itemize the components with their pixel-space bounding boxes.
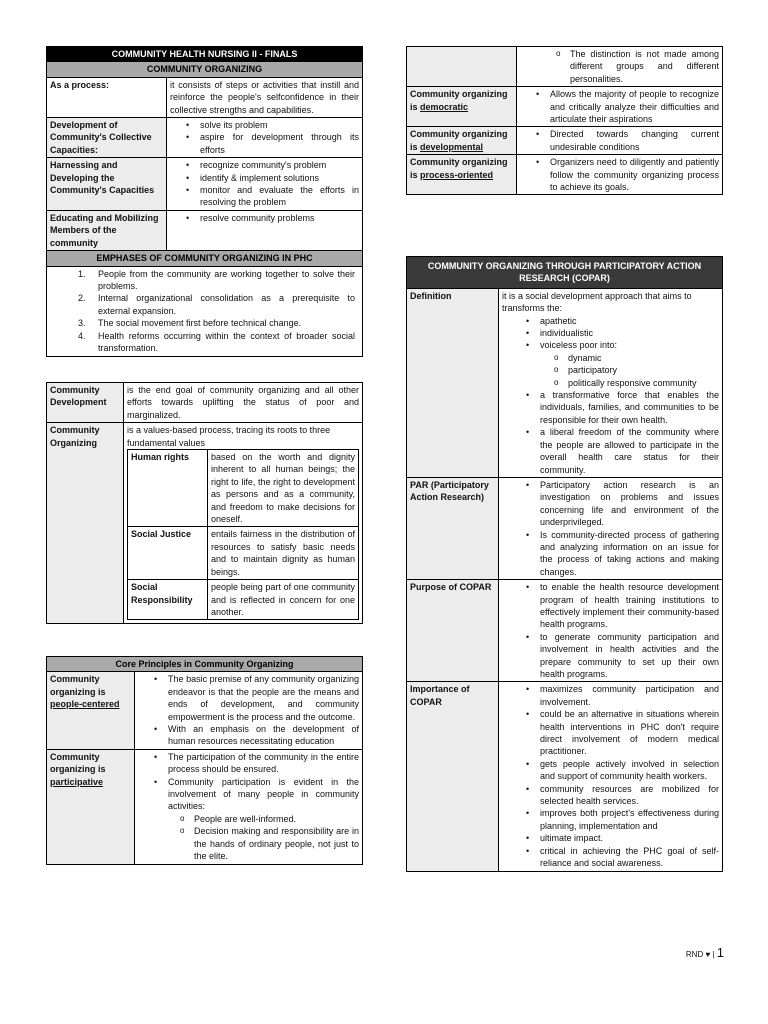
page-number: 1 — [716, 945, 724, 960]
value-label: Social Justice — [128, 527, 208, 580]
table-row — [407, 580, 723, 682]
row-label: Development of Community's Collective Capacities: — [47, 118, 167, 158]
row-label: Community organizing is people-centered — [47, 672, 135, 749]
list-item: • ultimate impact. — [510, 832, 719, 844]
table-row — [47, 672, 363, 749]
definition-intro: it is a social development approach that aims to transforms the: — [502, 290, 692, 314]
table-row — [47, 118, 363, 158]
value-text: people being part of one community and is reflected in concern for one another. — [208, 580, 359, 620]
row-label: Community organizing is process-oriented — [407, 155, 517, 195]
table-row — [47, 383, 363, 423]
row-text: is the end goal of community organizing and all other efforts towards uplifting the status of poor and marginalized. — [124, 383, 363, 423]
section-title: COMMUNITY ORGANIZING — [47, 62, 363, 77]
list-item: • gets people actively involved in selection and support of community health workers. — [510, 758, 719, 783]
table-row — [407, 682, 723, 871]
table-row — [407, 477, 723, 579]
list-item: • critical in achieving the PHC goal of self-reliance and social awareness. — [510, 845, 719, 870]
list-item: • improves both project's effectiveness during planning, implementation and — [510, 807, 719, 832]
list-item: • Directed towards changing current undesirable conditions — [520, 128, 719, 153]
list-item: • Organizers need to diligently and patiently follow the community organizing process to achieve its goals. — [520, 156, 719, 193]
list-item: • to generate community participation and involvement in health activities and the prepare community to set up their own health programs. — [510, 631, 719, 681]
community-development-table — [46, 382, 363, 624]
list-item: 3. The social movement first before technical change. — [78, 318, 302, 329]
row-label: Harnessing and Developing the Community's Capacities — [47, 158, 167, 211]
list-item: • could be an alternative in situations wherein health interventions in PHC don't require direct involvement of modern medical practitioner. — [510, 708, 719, 758]
row-label: Community organizing is developmental — [407, 127, 517, 155]
value-text: based on the worth and dignity inherent to all human beings; the right to life, the right to development as persons and as a community, and freedom to make decisions for oneself. — [208, 450, 359, 527]
row-label: As a process: — [47, 77, 167, 117]
row-label: Importance of COPAR — [407, 682, 499, 871]
value-label: Social Responsibility — [128, 580, 208, 620]
core-principles-table — [46, 656, 363, 865]
list-item: • maximizes community participation and involvement. — [510, 683, 719, 708]
sub-list-item: o The distinction is not made among different groups and different personalities. — [542, 48, 719, 85]
table-row — [47, 210, 363, 250]
row-label: Community Development — [47, 383, 124, 423]
list-item: • With an emphasis on the development of human resources necessitating education — [138, 723, 359, 748]
list-item: • solve its problem — [170, 119, 359, 131]
table-row — [407, 87, 723, 127]
list-item: • recognize community's problem — [170, 159, 359, 171]
list-item: 1. People from the community are working together to solve their problems. — [78, 268, 356, 291]
list-item: • The basic premise of any community organizing endeavor is that the people are the means and ends of development, and community empowerment is the process and the outcome. — [138, 673, 359, 723]
table-row — [47, 158, 363, 211]
list-item: • The participation of the community in the entire process should be ensured. — [138, 751, 359, 776]
sub-list-item: o participatory — [540, 364, 719, 376]
value-label: Human rights — [128, 450, 208, 527]
list-item: • to enable the health resource development program of health training institutions to effectively implement their community-based health programs. — [510, 581, 719, 631]
sub-list-item: o People are well-informed. — [166, 813, 359, 825]
document-title: COMMUNITY HEALTH NURSING II - FINALS — [47, 47, 363, 62]
sub-list-item: o politically responsive community — [540, 377, 719, 389]
list-item: • aspire for development through its efforts — [170, 131, 359, 156]
page-footer: RND ♥ | 1 — [685, 945, 724, 960]
community-organizing-table — [46, 46, 363, 357]
table-row — [128, 450, 359, 527]
list-item: • Community participation is evident in the involvement of many people in community activities: o People are well-informed. o Decision making and responsibility are in the hands of ordinary people, not just to the elite. — [138, 776, 359, 863]
list-item: • monitor and evaluate the efforts in resolving the problem — [170, 184, 359, 209]
list-item: • Participatory action research is an investigation on problems and issues concerning life and environment of the underprivileged. — [510, 479, 719, 529]
list-item: • Is community-directed process of gathering and analyzing information on an issue for the process of taking actions and making changes. — [510, 529, 719, 579]
footer-initials: RND — [685, 950, 704, 959]
list-item: • a liberal freedom of the community where the people are allowed to participate in the overall health care status for their community. — [510, 426, 719, 476]
row-text: is a values-based process, tracing its roots to three fundamental values — [127, 425, 331, 448]
table-row — [128, 527, 359, 580]
row-text: it consists of steps or activities that instill and reinforce the people's selfconfidence in their collective strengths and capabilities. — [167, 77, 363, 117]
table-row — [47, 77, 363, 117]
list-item: 4. Health reforms occurring within the context of broader social transformation. — [78, 330, 356, 353]
table-row — [407, 127, 723, 155]
heart-icon: ♥ — [705, 950, 711, 959]
table-row — [128, 580, 359, 620]
table-row — [407, 155, 723, 195]
row-label: Educating and Mobilizing Members of the community — [47, 210, 167, 250]
row-label: PAR (Participatory Action Research) — [407, 477, 499, 579]
list-item: • Allows the majority of people to recognize and critically analyze their difficulties and articulate their aspirations — [520, 88, 719, 125]
row-label: Definition — [407, 288, 499, 477]
row-label: Community organizing is participative — [47, 749, 135, 864]
list-item: • apathetic — [510, 315, 719, 327]
list-item: • a transformative force that enables the individuals, families, and communities to be responsible for their own health. — [510, 389, 719, 426]
table-row — [407, 288, 723, 477]
principles-title: Core Principles in Community Organizing — [47, 657, 363, 672]
sub-list-item: o Decision making and responsibility are in the hands of ordinary people, not just to the elite. — [166, 825, 359, 862]
emphases-title: EMPHASES OF COMMUNITY ORGANIZING IN PHC — [47, 251, 363, 266]
list-item: 2. Internal organizational consolidation as a prerequisite to external expansion. — [78, 293, 356, 316]
list-item: • community resources are mobilized for selected health services. — [510, 783, 719, 808]
copar-table — [406, 256, 723, 872]
row-label: Community Organizing — [47, 423, 124, 624]
row-label: Community organizing is democratic — [407, 87, 517, 127]
value-text: entails fairness in the distribution of resources to satisfy basic needs and to maintain dignity as human beings. — [208, 527, 359, 580]
list-item: • individualistic — [510, 327, 719, 339]
row-label: Purpose of COPAR — [407, 580, 499, 682]
list-item: • resolve community problems — [170, 212, 359, 224]
core-principles-cont-table — [406, 46, 723, 195]
table-row — [47, 423, 363, 624]
values-table — [127, 449, 359, 620]
sub-list-item: o dynamic — [540, 352, 719, 364]
table-row — [47, 749, 363, 864]
list-item: • voiceless poor into: o dynamic o participatory o politically responsive community — [510, 339, 719, 389]
copar-title: COMMUNITY ORGANIZING THROUGH PARTICIPATORY ACTION RESEARCH (COPAR) — [407, 257, 723, 289]
list-item: • identify & implement solutions — [170, 172, 359, 184]
table-row — [407, 47, 723, 87]
